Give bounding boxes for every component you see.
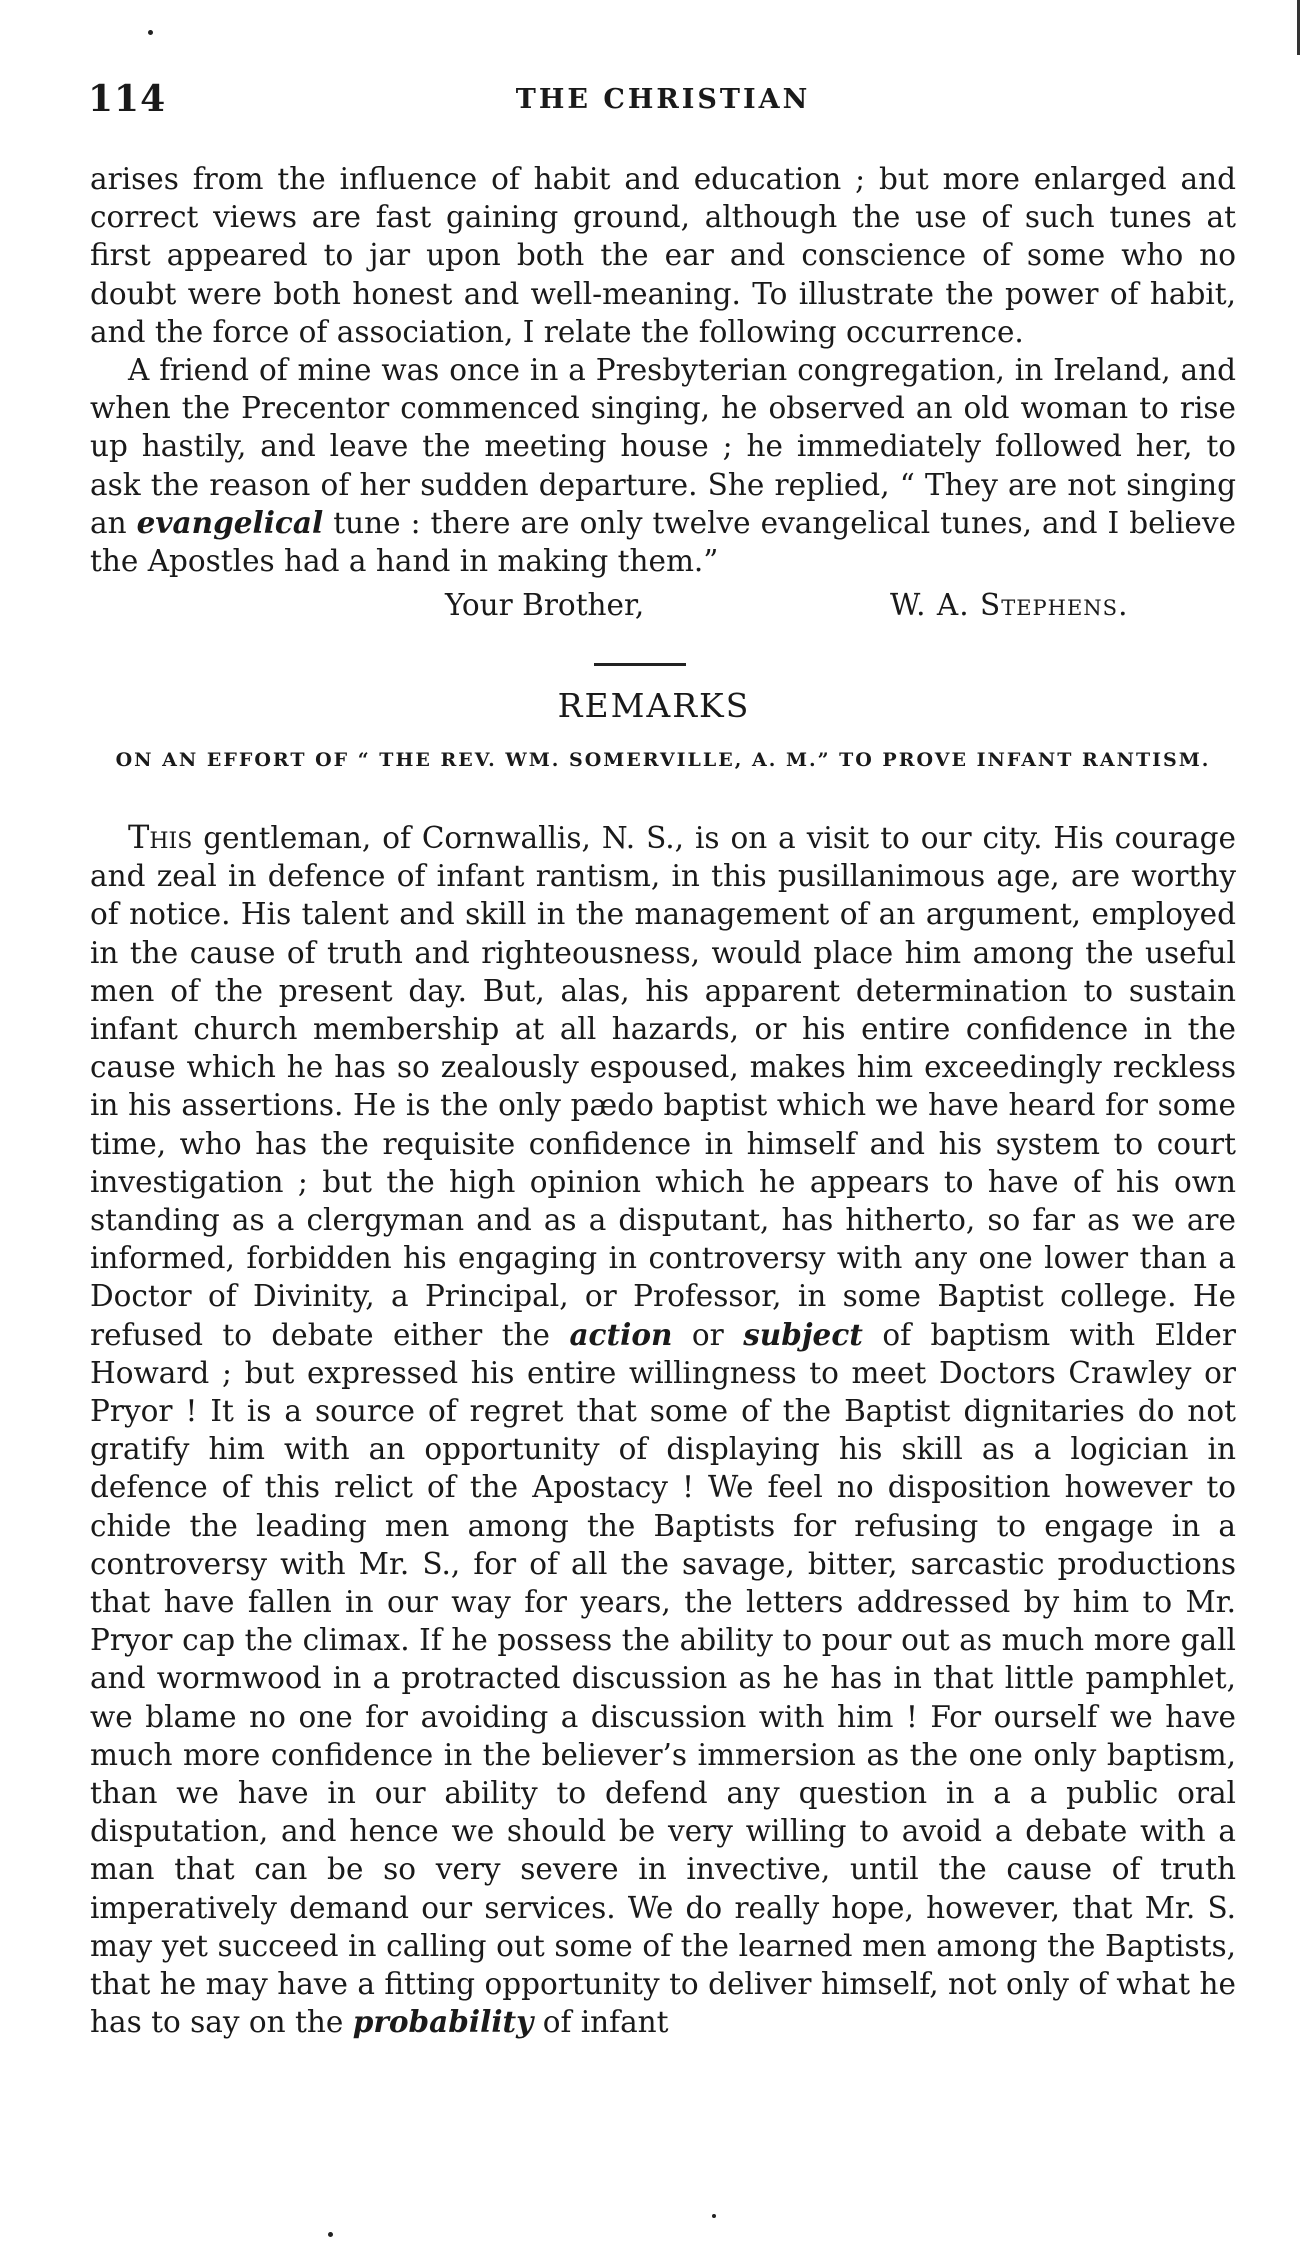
remarks-body [90,818,1236,2042]
paragraph-3-text-c: of baptism with Elder Howard ; but expressed his entire willingness to meet Doctors Crawley or Pryor ! It is a source of regret that some of the Baptist dignitaries do not gratify him with an opportunity of displaying his skill as a logician in defence of this relict of the Apostacy ! We feel no disposition however to chide the leading men among the Baptists for refusing to engage in a controversy with Mr. S., for of all the savage, bitter, sarcastic productions that have fallen in our way for years, the letters addressed by him to Mr. Pryor cap the climax. If he possess the ability to pour out as much more gall and wormwood in a protracted discussion as he has in that little pamphlet, we blame no one for avoiding a discussion with him ! For ourself we have much more confidence in the believer’s immersion as the one only baptism, than we have in our ability to defend any question in a a public oral disputation, and hence we should be very willing to avoid a debate with a man that can be so very severe in invective, until the cause of truth imperatively demand our services. We do really hope, however, that Mr. S. may yet succeed in calling out some of the learned men among the Baptists, that he may have a fitting opportunity to deliver himself, not only of what he has to say on the [90,1317,1236,2040]
signature-closing: Your Brother, [445,588,645,622]
paragraph-3-text-a: gentleman, of Cornwallis, N. S., is on a visit to our city. His courage and zeal in defence of infant rantism, in this pusillanimous age, are worthy of notice. His talent and skill in the management of an argument, employed in the cause of truth and righteousness, would place him among the useful men of the present day. But, alas, his apparent determination to sustain infant church membership at all hazards, or his entire confidence in the cause which he has so zealously espoused, makes him exceedingly reckless in his assertions. He is the only pædo baptist which we have heard for some time, who has the requisite confidence in himself and his system to court investigation ; but the high opinion which he appears to have of his own standing as a clergyman and as a disputant, has hitherto, so far as we are informed, forbidden his engaging in controversy with any one lower than a Doctor of Divinity, a Principal, or Professor, in some Baptist college. He refused to debate either the [90,821,1236,1352]
signature-line [90,588,1236,628]
paragraph-2-text-b: tune : there are only twelve evangelical tunes, and I believe the Apostles had a hand in making them.” [90,505,1236,579]
specks-top [148,30,153,35]
running-head: THE CHRISTIAN [515,84,811,115]
signature-author [890,588,1128,622]
section-divider [594,663,686,666]
paragraph-3-text-d: of infant [533,2005,669,2040]
paragraph-3-text-b: or [672,1317,744,1352]
specks-bottom-right [712,2214,716,2218]
signature-initials: W. A. [890,588,980,622]
paragraph-2-emphasis: evangelical [136,504,324,540]
paragraph-3-emphasis-probability: probability [352,2004,534,2040]
section-title: REMARKS [557,686,751,725]
section-subtitle: ON AN EFFORT OF “ THE REV. WM. SOMERVILLE, A. M.” TO PROVE INFANT RANTISM. [115,749,1211,771]
page-edge-mark [1297,0,1300,55]
paragraph-2 [90,351,1236,580]
paragraph-3-emphasis-action: action [569,1316,673,1352]
paragraph-3-lead: This [128,818,193,856]
paragraph-1: arises from the influence of habit and education ; but more enlarged and correct views are fast gaining ground, although the use of such tunes at first appeared to jar upon both the ear and conscience of some who no doubt were both honest and well-meaning. To illustrate the power of habit, and the force of association, I relate the following occurrence. [90,162,1236,349]
page-number: 114 [88,78,167,120]
page-header [88,78,1238,128]
letter-body [90,160,1236,580]
specks-bottom-left [328,2232,333,2237]
signature-surname: Stephens. [979,588,1129,622]
paragraph-3 [90,818,1236,2042]
paragraph-3-emphasis-subject: subject [743,1316,863,1352]
paragraph-2-text-a: A friend of mine was once in a Presbyterian congregation, in Ireland, and when the Precentor commenced singing, he observed an old woman to rise up hastily, and leave the meeting house ; he immediately followed her, to ask the reason of her sudden departure. She replied, “ They are not singing an [90,353,1236,540]
